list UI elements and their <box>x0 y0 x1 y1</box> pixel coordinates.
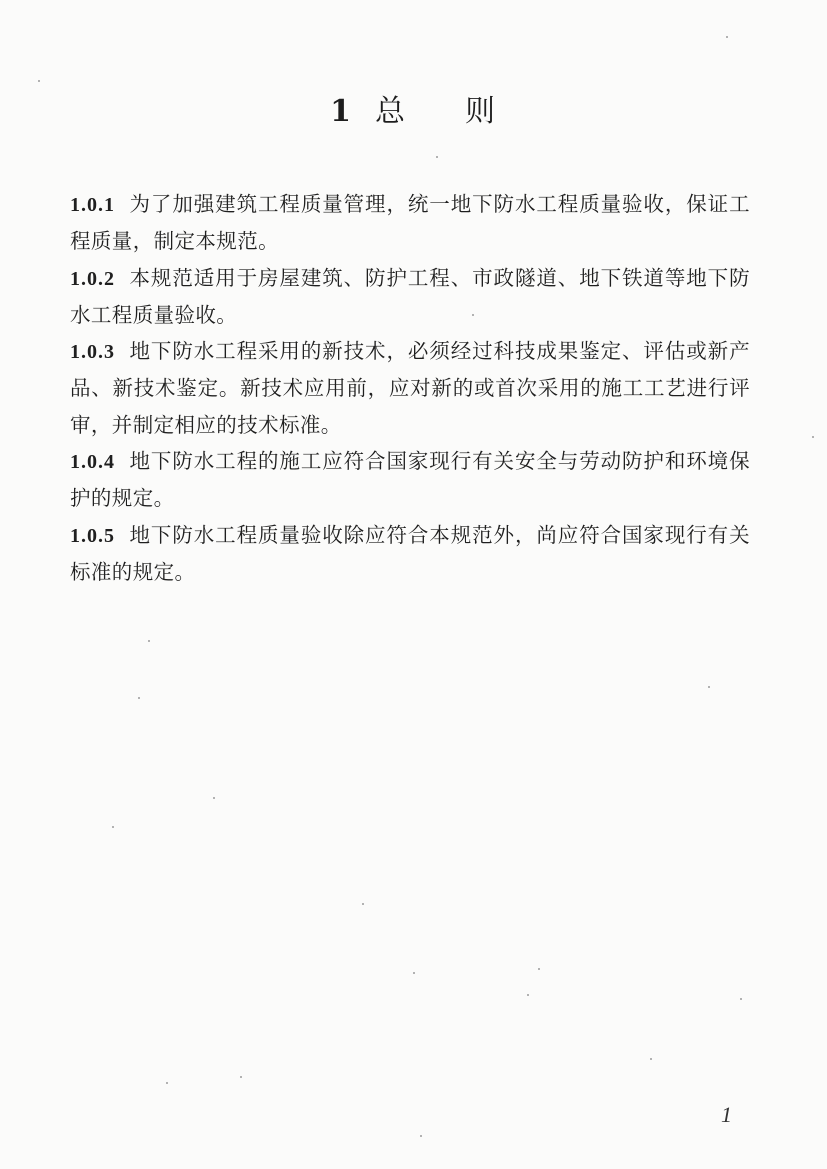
clause-list <box>70 186 750 590</box>
scan-speck <box>420 1135 422 1137</box>
clause-text: 为了加强建筑工程质量管理，统一地下防水工程质量验收，保证工程质量，制定本规范。 <box>70 192 750 254</box>
clause-number: 1.0.4 <box>70 451 115 474</box>
scan-speck <box>213 797 215 799</box>
scan-speck <box>413 972 415 974</box>
clause-1-0-3 <box>70 333 750 443</box>
clause-text: 地下防水工程质量验收除应符合本规范外，尚应符合国家现行有关标准的规定。 <box>70 522 750 584</box>
scan-speck <box>650 1058 652 1060</box>
clause-number: 1.0.1 <box>70 194 115 216</box>
scan-speck <box>708 686 710 688</box>
clause-text: 本规范适用于房屋建筑、防护工程、市政隧道、地下铁道等地下防水工程质量验收。 <box>70 265 750 327</box>
page-number: 1 <box>721 1102 732 1127</box>
clause-number: 1.0.5 <box>70 524 115 547</box>
clause-1-0-2 <box>70 260 750 334</box>
chapter-title-char-1: 总 <box>374 94 407 129</box>
clause-1-0-5 <box>70 517 750 591</box>
clause-text: 地下防水工程采用的新技术，必须经过科技成果鉴定、评估或新产品、新技术鉴定。新技术应用前，应对新的或首次采用的施工工艺进行评审，并制定相应的技术标准。 <box>70 339 750 437</box>
scan-speck <box>166 1082 168 1084</box>
scan-speck <box>812 436 814 438</box>
clause-1-0-4 <box>70 443 750 517</box>
scan-speck <box>740 998 742 1000</box>
scan-speck <box>240 1076 242 1078</box>
clause-text: 地下防水工程的施工应符合国家现行有关安全与劳动防护和环境保护的规定。 <box>70 449 750 511</box>
scan-speck <box>38 80 40 82</box>
chapter-title-char-2: 则 <box>464 94 497 129</box>
scan-speck <box>538 968 540 970</box>
scan-speck <box>436 156 438 158</box>
scan-speck <box>726 36 728 38</box>
scan-speck <box>148 640 150 642</box>
chapter-number: 1 <box>330 94 353 129</box>
clause-number: 1.0.2 <box>70 267 115 290</box>
scan-speck <box>527 994 529 996</box>
scan-speck <box>112 826 114 828</box>
chapter-title <box>0 86 827 130</box>
scan-speck <box>472 314 474 316</box>
clause-number: 1.0.3 <box>70 341 115 364</box>
scan-speck <box>138 697 140 699</box>
clause-1-0-1 <box>70 186 750 260</box>
scan-speck <box>362 903 364 905</box>
